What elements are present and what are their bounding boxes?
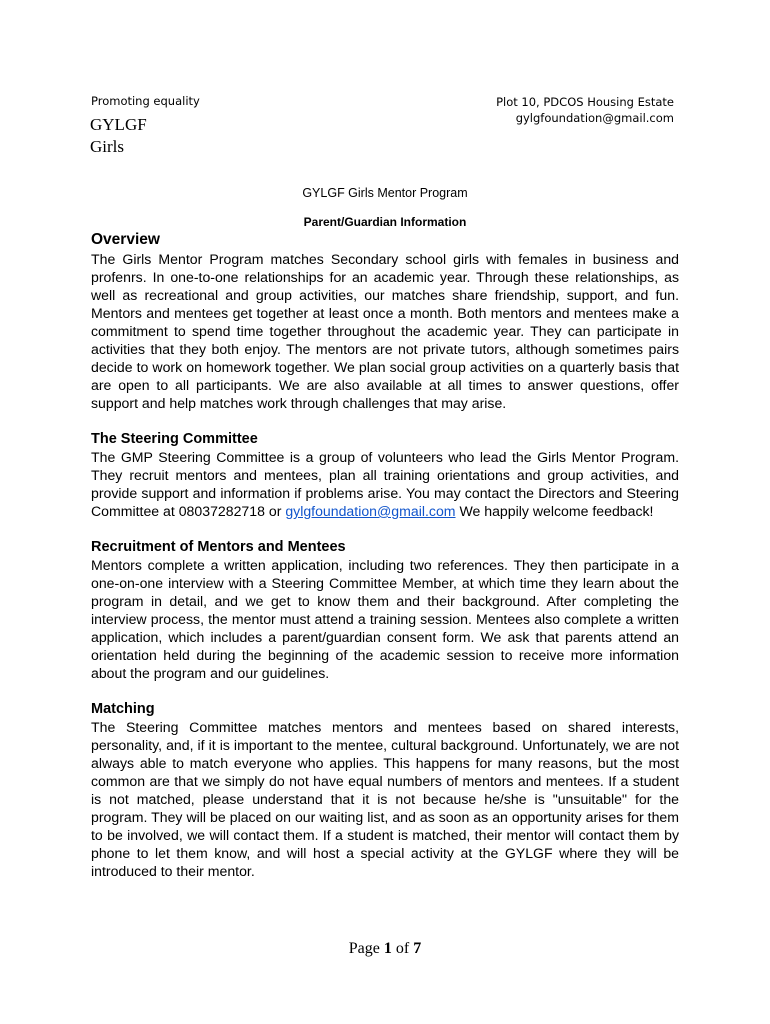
section-body-recruitment: Mentors complete a written application, including two references. They then participate in a one-on-one interview with a Steering Committee Member, at which time they learn about the program in detail, and we get to know them and their background. After completing the interview process, the mentor must attend a training session. Mentees also complete a written application, which includes a parent/guardian consent form. We ask that parents attend an orientation held during the beginning of the academic session to receive more information about the program and our guidelines. [91, 557, 679, 681]
page-word: Page [348, 940, 380, 957]
section-recruitment [91, 538, 679, 682]
section-heading-overview: Overview [91, 231, 160, 248]
org-name [90, 114, 147, 158]
section-heading-steering-committee: The Steering Committee [91, 431, 258, 447]
org-name-line2: Girls [90, 137, 124, 156]
page-of: of [395, 940, 410, 957]
section-body-matching: The Steering Committee matches mentors and mentees based on shared interests, personality, and, if it is important to the mentee, cultural background. Unfortunately, we are not always able to match everyone who applies. This happens for many reasons, but the most common are that we simply do not have equal numbers of mentors and mentees. If a student is not matched, please understand that it is not because he/she is "unsuitable" for the program. They will be placed on our waiting list, and as soon as an opportunity arises for them to be involved, we will contact them. If a student is matched, their mentor will contact them by phone to let them know, and will host a special activity at the GYLGF where they will be introduced to their mentor. [91, 719, 679, 879]
section-overview [91, 230, 679, 412]
document-subtitle: Parent/Guardian Information [303, 215, 467, 229]
page-number [0, 940, 770, 958]
document-body [91, 230, 679, 880]
section-body-overview: The Girls Mentor Program matches Secondary school girls with females in business and profenrs. In one-to-one relationships for an academic year. Through these relationships, as well as recreational and group activities, our matches share friendship, support, and fun. Mentors and mentees get together at least once a month. Both mentors and mentees make a commitment to spend time together throughout the academic year. They can participate in activities that they both enjoy. The mentors are not private tutors, although sometimes pairs decide to work on homework together. We plan social group activities on a quarterly basis that are open to all participants. We are also available at all times to answer questions, offer support and help matches work through challenges that may arise. [91, 251, 679, 411]
section-matching [91, 700, 679, 880]
document-title: GYLGF Girls Mentor Program [302, 186, 468, 200]
page-total: 7 [413, 940, 422, 957]
header-address: Plot 10, PDCOS Housing Estate [496, 95, 674, 109]
section-heading-recruitment: Recruitment of Mentors and Mentees [91, 539, 346, 555]
header-tagline: Promoting equality [91, 94, 200, 108]
steering-body-text: The GMP Steering Committee is a group of volunteers who lead the Girls Mentor Program. They recruit mentors and mentees, plan all training orientations and group activities, and provide support and information if problems arise. You may contact the Directors and Steering Committee at 08037282718 or [91, 449, 679, 519]
steering-body-text-end: We happily welcome feedback! [455, 503, 654, 519]
header-contact [496, 94, 674, 126]
org-name-line1: GYLGF [90, 115, 147, 134]
header-email: gylgfoundation@gmail.com [515, 111, 674, 125]
section-steering-committee [91, 430, 679, 520]
section-heading-matching: Matching [91, 701, 155, 717]
email-link[interactable]: gylgfoundation@gmail.com [285, 503, 456, 519]
section-body-steering-committee [91, 448, 679, 520]
page-current: 1 [383, 940, 392, 957]
